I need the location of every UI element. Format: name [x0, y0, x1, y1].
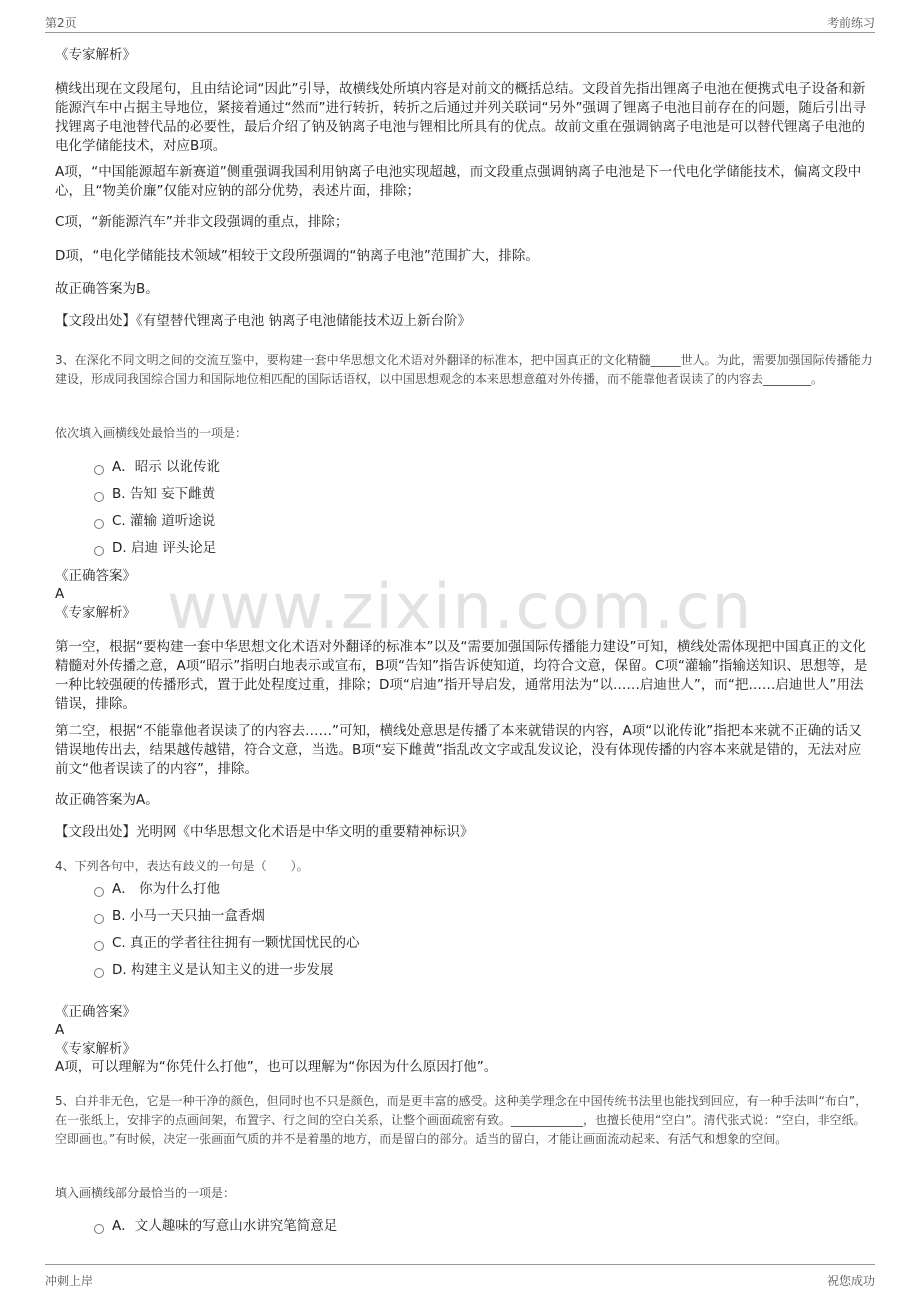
- q2-analysis-p3: C项，“新能源汽车”并非文段强调的重点，排除；: [55, 214, 349, 230]
- page-number: 第2页: [45, 16, 77, 30]
- q3-option-d[interactable]: D. 启迪 评头论足: [94, 539, 216, 557]
- analysis-label: 《专家解析》: [55, 605, 136, 621]
- radio-icon[interactable]: [94, 492, 104, 502]
- q2-analysis-p4: D项，“电化学储能技术领域”相较于文段所强调的“钠离子电池”范围扩大，排除。: [55, 248, 539, 264]
- q4-stem: 4、下列各句中，表达有歧义的一句是（ ）。: [55, 859, 309, 873]
- q3-prompt: 依次填入画横线处最恰当的一项是：: [55, 426, 248, 440]
- q5-option-a[interactable]: A．文人趣味的写意山水讲究笔简意足: [94, 1217, 337, 1235]
- answer-label: 《正确答案》: [55, 568, 136, 584]
- radio-icon[interactable]: [94, 465, 104, 475]
- q3-option-a[interactable]: A．昭示 以讹传讹: [94, 458, 220, 476]
- radio-icon[interactable]: [94, 887, 104, 897]
- q4-analysis-p1: A项，可以理解为“你凭什么打他”，也可以理解为“你因为什么原因打他”。: [55, 1059, 498, 1075]
- q3-analysis-p2: 第二空，根据“不能靠他者误读了的内容去……”可知，横线处意思是传播了本来就错误的内容，A项“以讹传讹”指把本来就不正确的话又错误地传出去，结果越传越错，符合文意，当选。B项“妄下雌黄”指乱改文字或乱发议论，没有体现传播的内容本来就是错的，无法对应前文“他者误读了的内容”，排除。: [55, 723, 862, 777]
- q3-option-b[interactable]: B. 告知 妄下雌黄: [94, 485, 215, 503]
- q3-conclusion: 故正确答案为A。: [55, 792, 159, 808]
- q4-option-d[interactable]: D. 构建主义是认知主义的进一步发展: [94, 961, 333, 979]
- analysis-label: 《专家解析》: [55, 47, 136, 63]
- q5-stem: 5、白并非无色，它是一种干净的颜色，但同时也不只是颜色，而是更丰富的感受。这种美学理念在中国传统书法里也能找到回应，有一种手法叫“布白”，在一张纸上，安排字的点画间架，布置字、行之间的空白关系，让整个画面疏密有致。____________，也擅长使用“空白”。清代张式说：“空白，非空纸。空即画也。”有时候，决定一张画面气质的并不是着墨的地方，而是留白的部分。适当的留白，才能让画面流动起来、有活气和想象的空间。: [55, 1094, 868, 1146]
- answer-label: 《正确答案》: [55, 1004, 136, 1020]
- radio-icon[interactable]: [94, 968, 104, 978]
- q2-analysis-p1: 横线出现在文段尾句，且由结论词“因此”引导，故横线处所填内容是对前文的概括总结。文段首先指出锂离子电池在便携式电子设备和新能源汽车中占据主导地位，紧接着通过“然而”进行转折，转折之后通过并列关联词“另外”强调了锂离子电池目前存在的问题，随后引出寻找锂离子电池替代品的必要性，最后介绍了钠及钠离子电池与锂相比所具有的优点。故前文重在强调钠离子电池是可以替代锂离子电池的电化学储能技术，对应B项。: [55, 81, 866, 154]
- radio-icon[interactable]: [94, 941, 104, 951]
- footer-divider: [45, 1264, 875, 1265]
- q3-analysis-p1: 第一空，根据“要构建一套中华思想文化术语对外翻译的标准本”以及“需要加强国际传播能力建设”可知，横线处需体现把中国真正的文化精髓对外传播之意，A项“昭示”指明白地表示或宣布，B项“告知”指告诉使知道，均符合文意，保留。C项“灌输”指输送知识、思想等，是一种比较强硬的传播形式，置于此处程度过重，排除；D项“启迪”指开导启发，通常用法为“以……启迪世人”，而“把……启迪世人”用法错误，排除。: [55, 639, 868, 712]
- q4-option-c[interactable]: C. 真正的学者往往拥有一颗忧国忧民的心: [94, 934, 360, 952]
- radio-icon[interactable]: [94, 1224, 104, 1234]
- footer-left: 冲刺上岸: [45, 1274, 94, 1288]
- q4-option-b[interactable]: B. 小马一天只抽一盒香烟: [94, 907, 265, 925]
- radio-icon[interactable]: [94, 519, 104, 529]
- q2-analysis-p2: A项，“中国能源超车新赛道”侧重强调我国利用钠离子电池实现超越，而文段重点强调钠离子电池是下一代电化学储能技术，偏离文段中心，且“物美价廉”仅能对应钠的部分优势，表述片面，排除；: [55, 164, 862, 199]
- q4-option-a[interactable]: A． 你为什么打他: [94, 880, 220, 898]
- q5-prompt: 填入画横线部分最恰当的一项是：: [55, 1186, 236, 1200]
- q2-conclusion: 故正确答案为B。: [55, 281, 159, 297]
- radio-icon[interactable]: [94, 546, 104, 556]
- q3-stem: 3、在深化不同文明之间的交流互鉴中，要构建一套中华思想文化术语对外翻译的标准本，把中国真正的文化精髓_____世人。为此，需要加强国际传播能力建设，形成同我国综合国力和国际地位相匹配的国际话语权，以中国思想观念的本来思想意蕴对外传播，而不能靠他者误读了的内容去________。: [55, 353, 873, 386]
- q4-answer: A: [55, 1022, 65, 1038]
- q3-option-c[interactable]: C. 灌输 道听途说: [94, 512, 215, 530]
- radio-icon[interactable]: [94, 914, 104, 924]
- header-divider: [45, 32, 875, 33]
- watermark: www.zixin.com.cn: [166, 570, 754, 643]
- q3-source: 【文段出处】光明网《中华思想文化术语是中华文明的重要精神标识》: [55, 824, 474, 840]
- header-category: 考前练习: [826, 16, 875, 30]
- q2-source: 【文段出处】《有望替代锂离子电池 钠离子电池储能技术迈上新台阶》: [55, 313, 472, 329]
- analysis-label: 《专家解析》: [55, 1041, 136, 1057]
- footer-right: 祝您成功: [826, 1274, 875, 1288]
- q3-answer: A: [55, 586, 65, 602]
